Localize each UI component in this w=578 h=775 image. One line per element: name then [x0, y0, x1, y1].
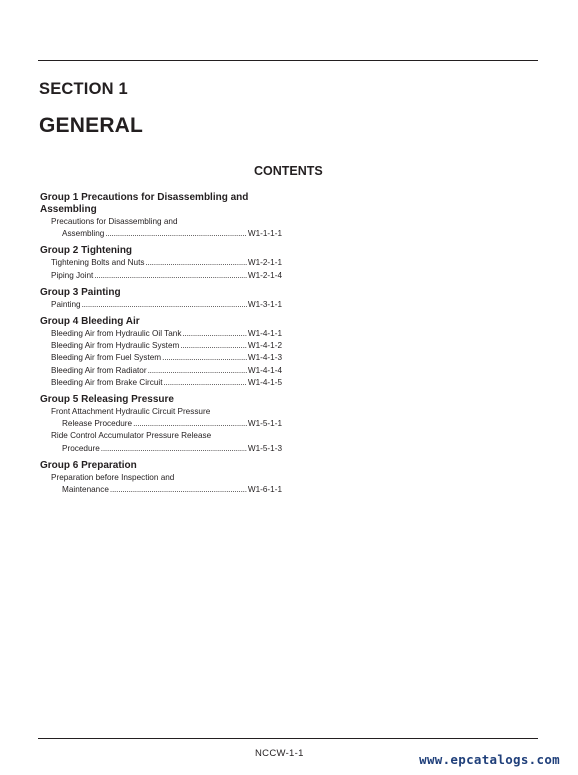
toc-entry[interactable]: [40, 340, 282, 352]
toc-entry-line: [51, 472, 282, 484]
dot-leader: [145, 257, 246, 269]
section-title: GENERAL: [39, 114, 144, 137]
toc-entry[interactable]: [40, 216, 282, 240]
group-title: Group 3 Painting: [40, 286, 121, 298]
dot-leader: [101, 443, 247, 455]
bottom-rule: [38, 738, 538, 739]
toc-page-number: W1-2-1-1: [247, 258, 282, 268]
toc-group: [40, 316, 282, 389]
toc-page-number: W1-5-1-3: [247, 443, 282, 453]
toc-entry[interactable]: [40, 299, 282, 311]
contents-heading: CONTENTS: [254, 164, 323, 178]
toc-entry-line: [51, 228, 282, 240]
toc-page-number: W1-3-1-1: [247, 299, 282, 309]
toc-entry-line: [51, 484, 282, 496]
toc-page-number: W1-2-1-4: [247, 270, 282, 280]
toc-entry[interactable]: [40, 430, 282, 454]
dot-leader: [182, 328, 246, 340]
toc-page-number: W1-4-1-1: [247, 329, 282, 339]
toc-entry-label: Preparation before Inspection and: [51, 472, 175, 482]
toc-entry-label: Bleeding Air from Fuel System: [51, 353, 162, 363]
toc-entry[interactable]: [40, 352, 282, 364]
toc-entry-line: [51, 352, 282, 364]
toc-entry-line: [51, 443, 282, 455]
toc-entry-label: Piping Joint: [51, 270, 94, 280]
toc-page-number: W1-6-1-1: [247, 485, 282, 495]
toc-group: [40, 394, 282, 455]
toc-entry-line: [51, 377, 282, 389]
top-rule: [38, 60, 538, 61]
toc-entry-line: [51, 216, 282, 228]
dot-leader: [94, 270, 247, 282]
toc-entry-label: Precautions for Disassembling and: [51, 217, 178, 226]
toc-entry[interactable]: [40, 257, 282, 269]
dot-leader: [162, 352, 247, 364]
toc-entry[interactable]: [40, 472, 282, 496]
toc-page-number: W1-4-1-2: [247, 341, 282, 351]
toc-entry-label: Bleeding Air from Brake Circuit: [51, 377, 163, 387]
toc-entry-line: [51, 257, 282, 269]
section-label: SECTION 1: [39, 80, 128, 98]
toc-entry[interactable]: [40, 365, 282, 377]
dot-leader: [82, 299, 247, 311]
dot-leader: [133, 418, 247, 430]
dot-leader: [148, 365, 247, 377]
footer-page-code: NCCW-1-1: [255, 748, 304, 759]
toc-entry-label: Release Procedure: [62, 419, 133, 429]
group-title: Group 5 Releasing Pressure: [40, 394, 174, 406]
toc-group: [40, 287, 282, 311]
toc-entry-line: [51, 328, 282, 340]
toc-entry-line: [51, 418, 282, 430]
toc-entry-line: [51, 299, 282, 311]
dot-leader: [105, 228, 247, 240]
toc-entry-label: Painting: [51, 299, 81, 309]
group-title: Group 4 Bleeding Air: [40, 316, 140, 328]
table-of-contents: [40, 192, 282, 501]
toc-group: [40, 460, 282, 496]
toc-entry[interactable]: [40, 406, 282, 430]
toc-page-number: W1-4-1-5: [247, 377, 282, 387]
group-title: Group 6 Preparation: [40, 459, 137, 471]
toc-entry[interactable]: [40, 270, 282, 282]
toc-page-number: W1-5-1-1: [247, 419, 282, 429]
toc-entry[interactable]: [40, 328, 282, 340]
toc-page-number: W1-4-1-3: [247, 353, 282, 363]
watermark: www.epcatalogs.com: [419, 752, 560, 767]
toc-entry-line: [51, 430, 282, 442]
toc-entry-label: Maintenance: [62, 485, 109, 495]
toc-entry-label: Front Attachment Hydraulic Circuit Pressure: [51, 407, 211, 417]
toc-entry-label: Bleeding Air from Hydraulic Oil Tank: [51, 329, 182, 339]
toc-entry-line: [51, 340, 282, 352]
toc-entry-line: [51, 406, 282, 418]
toc-entry-label: Ride Control Accumulator Pressure Release: [51, 431, 212, 441]
toc-entry-line: [51, 270, 282, 282]
toc-entry-label: Bleeding Air from Radiator: [51, 365, 147, 375]
toc-page-number: W1-4-1-4: [247, 365, 282, 375]
dot-leader: [163, 377, 246, 389]
toc-page-number: W1-1-1-1: [247, 229, 282, 239]
toc-entry[interactable]: [40, 377, 282, 389]
toc-group: [40, 245, 282, 281]
dot-leader: [110, 484, 247, 496]
toc-entry-label: Bleeding Air from Hydraulic System: [51, 341, 180, 351]
toc-entry-line: [51, 365, 282, 377]
dot-leader: [180, 340, 247, 352]
toc-entry-label: Tightening Bolts and Nuts: [51, 258, 145, 268]
group-title: Group 1 Precautions for Disassembling and Assembling: [40, 192, 249, 215]
toc-entry-label: Procedure: [62, 443, 100, 453]
toc-group: [40, 192, 282, 240]
toc-entry-label: Assembling: [62, 229, 105, 239]
group-title: Group 2 Tightening: [40, 245, 133, 257]
